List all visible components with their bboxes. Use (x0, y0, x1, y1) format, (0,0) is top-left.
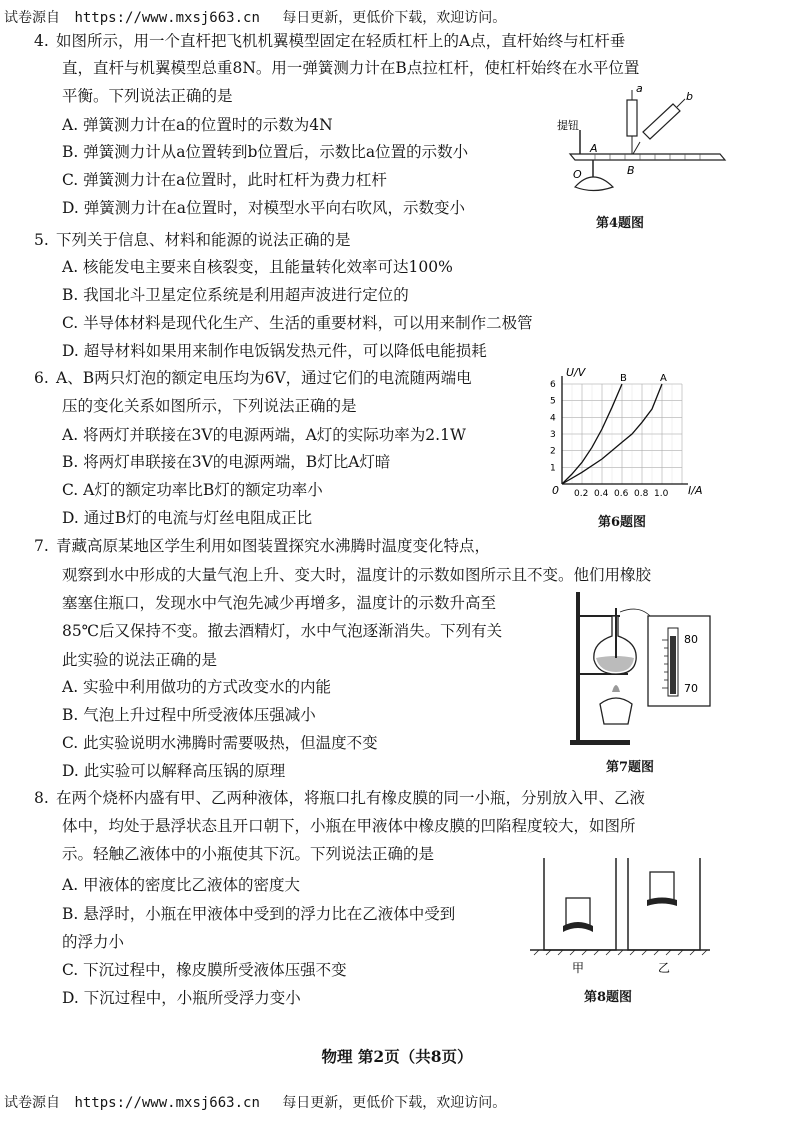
position-a-label: a (636, 82, 643, 95)
option-a: A. 弹簧测力计在a的位置时的示数为4N (62, 116, 333, 134)
alcohol-lamp (600, 698, 632, 724)
option-b: B. 将两灯串联接在3V的电源两端，B灯比A灯暗 (62, 453, 391, 471)
label-jia: 甲 (572, 961, 585, 975)
beakers-figure (530, 850, 710, 975)
option-b: B. 悬浮时，小瓶在甲液体中受到的浮力比在乙液体中受到 (62, 905, 456, 923)
mercury-column (670, 636, 676, 694)
iv-chart (540, 362, 710, 502)
question-stem-line: 塞塞住瓶口，发现水中气泡先减少再增多，温度计的示数升高至 (62, 594, 497, 612)
boiling-apparatus-figure (570, 588, 715, 748)
option-c: C. 下沉过程中，橡皮膜所受液体压强不变 (62, 961, 347, 979)
question-stem-line: 压的变化关系如图所示，下列说法正确的是 (62, 397, 357, 415)
option-c: C. A灯的额定功率比B灯的额定功率小 (62, 481, 323, 499)
series-label-A: A (660, 373, 667, 384)
question-number: 5. (34, 231, 49, 249)
spring-scale-a (627, 100, 637, 136)
x-tick-label: 0.4 (594, 489, 609, 499)
question-stem-line: 观察到水中形成的大量气泡上升、变大时，温度计的示数如图所示且不变。他们用橡胶 (62, 566, 652, 584)
tidi-label: 提钮 (557, 119, 579, 132)
series-label-B: B (620, 373, 627, 384)
question-stem-line: A、B两只灯泡的额定电压均为6V，通过它们的电流随两端电 (56, 369, 472, 387)
option-d: D. 此实验可以解释高压锅的原理 (62, 762, 286, 780)
question-number: 6. (34, 369, 49, 387)
banner-url[interactable]: https://www.mxsj663.cn (74, 1095, 260, 1111)
point-o-label: O (573, 168, 582, 181)
option-b: B. 气泡上升过程中所受液体压强减小 (62, 706, 316, 724)
y-tick-label: 4 (550, 413, 556, 424)
bottle-jia (566, 898, 590, 926)
question-stem-line: 平衡。下列说法正确的是 (62, 87, 233, 105)
option-a: A. 核能发电主要来自核裂变，且能量转化效率可达100% (62, 258, 453, 276)
option-c: C. 半导体材料是现代化生产、生活的重要材料，可以用来制作二极管 (62, 314, 533, 332)
option-b: B. 弹簧测力计从a位置转到b位置后，示数比a位置的示数小 (62, 143, 469, 161)
y-tick-label: 2 (550, 446, 556, 457)
x-tick-label: 0.2 (574, 489, 589, 499)
bottle-yi (650, 872, 674, 900)
option-a: A. 甲液体的密度比乙液体的密度大 (62, 876, 301, 894)
y-tick-label: 6 (550, 380, 556, 390)
question-stem-line: 下列关于信息、材料和能源的说法正确的是 (56, 231, 351, 249)
spring-scale-b (643, 104, 680, 139)
thermometer-zoom (648, 616, 710, 706)
header-url[interactable]: https://www.mxsj663.cn (74, 10, 260, 26)
option-c: C. 此实验说明水沸腾时需要吸热，但温度不变 (62, 734, 378, 752)
question-number: 8. (34, 789, 49, 807)
page-header (4, 8, 506, 28)
point-b-label: B (627, 164, 635, 177)
y-tick-label: 1 (550, 463, 556, 474)
question-stem-line: 青藏高原某地区学生利用如图装置探究水沸腾时温度变化特点， (56, 537, 491, 555)
question-stem-line: 体中，均处于悬浮状态且开口朝下，小瓶在甲液体中橡皮膜的凹陷程度较大，如图所 (62, 817, 636, 835)
option-b-cont: 的浮力小 (62, 933, 125, 951)
option-d: D. 超导材料如果用来制作电饭锅发热元件，可以降低电能损耗 (62, 342, 487, 360)
page-bottom-banner (4, 1093, 506, 1113)
question-stem-line: 直，直杆与机翼模型总重8N。用一弹簧测力计在B点拉杠杆，使杠杆始终在水平位置 (62, 59, 640, 77)
option-c: C. 弹簧测力计在a位置时，此时杠杆为费力杠杆 (62, 171, 387, 189)
figure-caption: 第7题图 (606, 760, 655, 775)
tick-80: 80 (684, 633, 698, 646)
banner-source: 试卷源自 (4, 1095, 60, 1111)
lever-figure (555, 82, 755, 207)
question-stem-line: 示。轻触乙液体中的小瓶使其下沉。下列说法正确的是 (62, 845, 435, 863)
question-stem-line: 此实验的说法正确的是 (62, 651, 218, 669)
y-tick-label: 5 (550, 396, 556, 407)
tick-70: 70 (684, 682, 698, 695)
question-number: 7. (34, 537, 49, 555)
figure-caption: 第6题图 (598, 515, 647, 530)
y-axis-label: U/V (566, 366, 586, 379)
position-b-label: b (686, 90, 693, 103)
question-stem-line: 如图所示，用一个直杆把飞机机翼模型固定在轻质杠杆上的A点，直杆始终与杠杆垂 (56, 32, 626, 50)
figure-caption: 第4题图 (596, 216, 645, 231)
point-a-label: A (590, 142, 598, 155)
origin-label: 0 (552, 484, 559, 497)
membrane-yi (647, 898, 677, 907)
header-source: 试卷源自 (4, 10, 60, 26)
option-a: A. 实验中利用做功的方式改变水的内能 (62, 678, 332, 696)
flame (612, 685, 620, 692)
x-tick-label: 0.6 (614, 489, 629, 499)
banner-slogan: 每日更新，更低价下载，欢迎访问。 (282, 1095, 507, 1111)
page-footer: 物理 第2页（共8页） (321, 1047, 473, 1066)
y-tick-label: 3 (550, 430, 556, 440)
x-tick-label: 1.0 (654, 489, 669, 499)
stand-base (570, 740, 630, 745)
option-a: A. 将两灯并联接在3V的电源两端，A灯的实际功率为2.1W (62, 426, 466, 444)
option-d: D. 通过B灯的电流与灯丝电阻成正比 (62, 509, 313, 527)
x-tick-label: 0.8 (634, 489, 649, 499)
x-axis-label: I/A (688, 484, 703, 497)
stand-rod (576, 592, 580, 742)
option-d: D. 弹簧测力计在a位置时，对模型水平向右吹风，示数变小 (62, 199, 465, 217)
option-d: D. 下沉过程中，小瓶所受浮力变小 (62, 989, 301, 1007)
figure-caption: 第8题图 (584, 990, 633, 1005)
question-number: 4. (34, 32, 49, 50)
option-b: B. 我国北斗卫星定位系统是利用超声波进行定位的 (62, 286, 409, 304)
label-yi: 乙 (658, 961, 671, 975)
header-slogan: 每日更新，更低价下载，欢迎访问。 (282, 10, 507, 26)
question-stem-line: 在两个烧杯内盛有甲、乙两种液体，将瓶口扎有橡皮膜的同一小瓶，分别放入甲、乙液 (56, 789, 646, 807)
question-stem-line: 85℃后又保持不变。撤去酒精灯，水中气泡逐渐消失。下列有关 (62, 622, 503, 640)
